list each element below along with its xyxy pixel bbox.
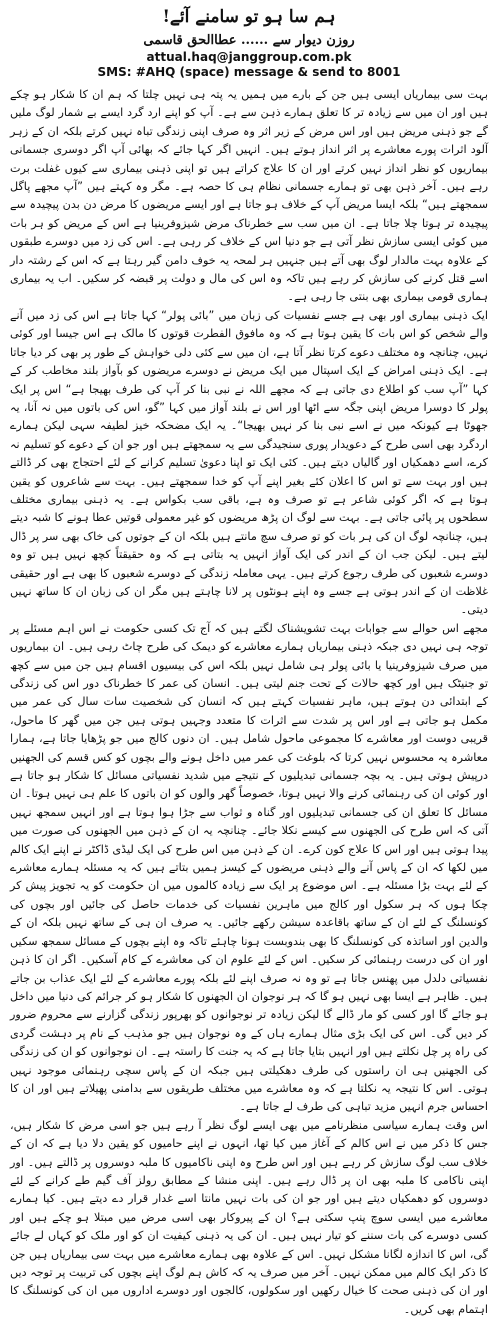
article-byline: روزن دیوار سے ...... عطاالحق قاسمی bbox=[143, 33, 355, 48]
article-paragraph: بہت سی بیماریاں ایسی ہیں جن کے بارے میں ہمیں یہ پتہ ہی نہیں چلتا کہ ہم ان کا شکار ہو چکے ہیں اور ان میں سے زیادہ تر کا تعلق ہمارے ذہن سے ہے۔ آپ کو اپنے ارد گرد ایسے بے شمار لوگ ملیں گے جو ذہنی مریض ہیں اور اس مرض کے زیر اثر وہ صرف اپنی زندگی تباہ نہیں کرتے بلکہ ان کے زہر آلود اثرات پورے معاشرے پر اثر انداز ہوتے ہیں۔ انہیں اگر کہا جائے کہ بھائی آپ اگر دوسری جسمانی بیماریوں کو نظر انداز نہیں کرتے اور ان کا علاج کراتے ہیں تو اپنی ذہنی بیماری سے کیوں غفلت برت رہے ہیں۔ آخر ذہن بھی تو ہمارے جسمانی نظام ہی کا حصہ ہے۔ مگر وہ کہتے ہیں ”آپ مجھے پاگل سمجھتے ہیں“ بلکہ ایسا مریض آپ کے خلاف ہو جاتا ہے اور ایسے مریضوں کا مرض دن بدن پیچیدہ سے پیچیدہ تر ہوتا چلا جاتا ہے۔ ان میں سب سے خطرناک مرض شیزوفرینیا ہے اس کے مریض کو ہر بات میں کوئی ایسی سازش نظر آتی ہے جو دنیا اس کے خلاف کر رہی ہے۔ اس کی زد میں دوسرے طبقوں کے علاوہ بہت مالدار لوگ بھی آتے ہیں جنہیں ہر لمحہ یہ خوف دامن گیر رہتا ہے کہ اس کے رشتہ دار اسے قتل کرنے کی سازش کر رہے ہیں تاکہ وہ اس کی مال و دولت پر قبضہ کر سکیں۔ اب یہ بیماری ہماری قومی بیماری بھی بنتی جا رہی ہے۔ bbox=[10, 88, 488, 304]
sms-instruction: SMS: #AHQ (space) message & send to 8001 bbox=[97, 65, 401, 79]
article-paragraph: ایک ذہنی بیماری اور بھی ہے جسے نفسیات کی زبان میں ”بائی پولر“ کہا جاتا ہے اس کی زد میں آنے والے شخص کو اس بات کا یقین ہوتا ہے کہ وہ مافوق الفطرت قوتوں کا مالک ہے اس جیسا اور کوئی نہیں، چنانچہ وہ مختلف دعوے کرتا نظر آتا ہے، ان میں سے کئی دلی خواہش کے طور پر بھی کر دیا جاتا ہے۔ ایک ذہنی امراض کے ایک اسپتال میں ایک مریض نے دوسرے مریضوں کو بآواز بلند مخاطب کر کے کہا ”آپ سب کو اطلاع دی جاتی ہے کہ مجھے اللہ نے نبی بنا کر آپ کی طرف بھیجا ہے“ اس پر ایک پولر کا دوسرا مریض اپنی جگہ سے اٹھا اور اس نے بلند آواز میں کہا ”گو، اس کی باتوں میں نہ آنا، یہ جھوٹا ہے کیونکہ میں نے اسے نبی بنا کر نہیں بھیجا“۔ یہ ایک مضحکہ خیز لطیفہ سہی لیکن ہمارے اردگرد بھی اسی طرح کے دعویدار پوری سنجیدگی سے یہ سمجھتے ہیں اور جو ان کے دعوے کو تسلیم نہ کرے، اسے دھمکیاں اور گالیاں دیتے ہیں۔ کئی ایک تو اپنا دعویٰ تسلیم کرانے کے لئے احتجاج بھی کر ڈالتے ہیں اور بہت سے تو اس کا اعلان کئے بغیر اپنے آپ کو خدا سمجھتے ہیں۔ بہت سے شاعروں کو یقین ہوتا ہے کہ اگر کوئی شاعر ہے تو صرف وہ ہے، باقی سب بکواس ہے۔ یہ ذہنی بیماری مختلف سطحوں پر پائی جاتی ہے۔ بہت سے لوگ ان پڑھ مریضوں کو غیر معمولی قوتیں عطا ہونے کا شبہ دیتے ہیں، چنانچہ لوگ ان کی ہر بات کو تو صرف سچ مانتے ہیں بلکہ ان کے جوتوں کی خاک بھی سر پر ڈال لیتے ہیں۔ لیکن جب ان کے اندر کی ایک آواز انہیں یہ بتاتی ہے کہ وہ حقیقتاً کچھ نہیں ہیں تو وہ دوسرے شعبوں کی طرف رجوع کرتے ہیں۔ یہی معاملہ زندگی کے دوسرے شعبوں کا بھی ہے اور حقیقی غلاظت ان کے اندر ہوتی ہے جسے وہ اپنے ہونٹوں پر لانا چاہتے ہیں مگر ان کی زبان ان کا ساتھ نہیں دیتی۔ bbox=[10, 308, 488, 617]
article-paragraph: اس وقت ہمارے سیاسی منظرنامے میں بھی ایسے لوگ نظر آ رہے ہیں جو اسی مرض کا شکار ہیں، جس کا ذکر میں نے اس کالم کے آغاز میں کیا تھا، انہوں نے اپنے حامیوں کو یقین دلا دیا ہے کہ ان کے خلاف سب لوگ سازش کر رہے ہیں اور اس طرح وہ اپنی ناکامیوں کا ملبہ دوسروں پر ڈالتے ہیں۔ اور اپنی ناکامی کا ملبہ بھی ان پر ڈال رہے ہیں۔ اپنی منشا کے مطابق رولز آف گیم طے کرانے کے لئے دوسروں کو دھمکیاں دیتے ہیں اور جو ان کی بات نہیں مانتا اسے غدار قرار دے دیتے ہیں۔ کیا ہمارے معاشرے میں ایسی سوچ پنپ سکتی ہے؟ ان کے پیروکار بھی اسی مرض میں مبتلا ہو چکے ہیں اور کسی دوسرے کی بات سننے کو تیار نہیں ہیں۔ ان کی یہ ذہنی کیفیت ان کو اور ملک کو کہاں لے جائے گی، اس کا اندازہ لگانا مشکل نہیں۔ اس کے علاوہ بھی ہمارے معاشرے میں بہت سی بیماریاں ہیں جن کا ذکر ایک کالم میں ممکن نہیں۔ آخر میں صرف یہ کہ کاش ہم لوگ اپنے بچوں کی تربیت پر توجہ دیں اور ان کی ذہنی صحت کا خیال رکھیں اور سکولوں، کالجوں اور دوسرے اداروں میں ان کی کونسلنگ کا اہتمام بھی کریں۔ bbox=[10, 1118, 488, 1316]
contact-block bbox=[10, 50, 488, 80]
article-body bbox=[10, 86, 488, 1319]
author-email[interactable]: attual.haq@janggroup.com.pk bbox=[146, 50, 352, 64]
article-paragraph: مجھے اس حوالے سے جوابات بہت تشویشناک لگتے ہیں کہ آج تک کسی حکومت نے اس اہم مسئلے پر توجہ ہی نہیں دی جبکہ ذہنی بیماریاں ہمارے معاشرے کو دیمک کی طرح چاٹ رہی ہیں۔ ان بیماریوں میں صرف شیزوفرینیا یا بائی پولر ہی شامل نہیں بلکہ اس کی بیسیوں اقسام ہیں جن میں سے کچھ تو جنیٹک ہیں اور کچھ حالات کے تحت جنم لیتی ہیں۔ انسان کی عمر کا خطرناک دور اس کی زندگی کے ابتدائی دن ہوتے ہیں، ماہر نفسیات کہتے ہیں کہ انسان کی شخصیت سات سال کی عمر میں مکمل ہو جاتی ہے اور اس پر شدت سے اثرات کا متعدد وجہیں ہوتی ہیں جن میں گھر کا ماحول، قریبی دوست اور معاشرے کا مجموعی ماحول شامل ہیں۔ ان دنوں کالج میں جو پڑھایا جاتا ہے، ہمارا معاشرہ یہ محسوس نہیں کرتا کہ بلوغت کی عمر میں داخل ہونے والے بچوں کو کس قسم کی الجھنیں درپیش ہوتی ہیں۔ یہ بچہ جسمانی تبدیلیوں کے نتیجے میں شدید نفسیاتی مسائل کا شکار ہو جاتا ہے اور کوئی ان کی رہنمائی کرنے والا نہیں ہوتا، خصوصاً گھر والوں کو ان باتوں کا علم ہی نہیں ہوتا۔ ان مسائل کا تعلق ان کی جسمانی تبدیلیوں اور گناہ و ثواب سے جڑا ہوا ہوتا ہے اور انہیں سمجھ نہیں آتی کہ اس طرح کی الجھنوں سے کیسے نکلا جائے۔ چنانچہ یہ ان کے ذہن میں الجھنوں کی صورت میں پیدا ہوتی ہیں اور اس کا علاج کون کرے۔ ان کے ذہن میں اس طرح کی ایک لیڈی ڈاکٹر نے اپنے ایک کالم میں لکھا کہ ان کے پاس آنے والے ذہنی مریضوں کے کیسز ہمیں بتاتے ہیں کہ یہ مسئلہ ہمارے معاشرے کے لئے بہت بڑا مسئلہ ہے۔ اس موضوع پر ایک سے زیادہ کالموں میں ان حکومت کو یہ تجویز پیش کر چکا ہوں کہ ہر سکول اور کالج میں ماہرین نفسیات کی خدمات حاصل کی جائیں اور بچوں کی کونسلنگ کے لئے ان کے ساتھ باقاعدہ سیشن رکھے جائیں۔ یہ صرف ان ہی کے ساتھ نہیں بلکہ ان کے والدین اور اساتذہ کی کونسلنگ کا بھی بندوبست ہونا چاہئے تاکہ وہ اپنے بچوں کے مسائل سمجھ سکیں اور ان کی درست رہنمائی کر سکیں۔ اس کے لئے علوم ان کی معاشرے کے کام آسکیں۔ اگر ان کا ذہن نفسیاتی دلدل میں پھنس جاتا ہے تو وہ نہ صرف اپنے لئے بلکہ پورے معاشرے کے لئے ایک عذاب بن جاتے ہیں۔ ظاہر ہے ایسا بھی نہیں ہو گا کہ ہر نوجوان ان الجھنوں کا شکار ہو کر جرائم کی دنیا میں داخل ہو جائے گا اور کسی کو مار ڈالے گا لیکن زیادہ تر نوجوانوں کو بھرپور زندگی گزارنے سے محروم ضرور کر دیں گی۔ اس کی ایک بڑی مثال ہمارے ہاں کے وہ نوجوان ہیں جو مذہب کے نام پر دہشت گردی کی راہ پر چل نکلتے ہیں اور انہیں بتایا جاتا ہے کہ یہ جنت کا راستہ ہے۔ ان نوجوانوں کو ان کی زندگی کی الجھنیں ہی ان راستوں کی طرف دھکیلتی ہیں جبکہ ان کے پاس سچی رہنمائی موجود نہیں ہوتی۔ اس کا نتیجہ یہ نکلتا ہے کہ وہ معاشرے میں مختلف طریقوں سے بدامنی پھیلاتے ہیں اور ان کا احساس جرم انہیں مزید تباہی کی طرف لے جاتا ہے۔ bbox=[10, 621, 488, 1114]
article-title: ہم سا ہو تو سامنے آئے! bbox=[162, 7, 336, 27]
